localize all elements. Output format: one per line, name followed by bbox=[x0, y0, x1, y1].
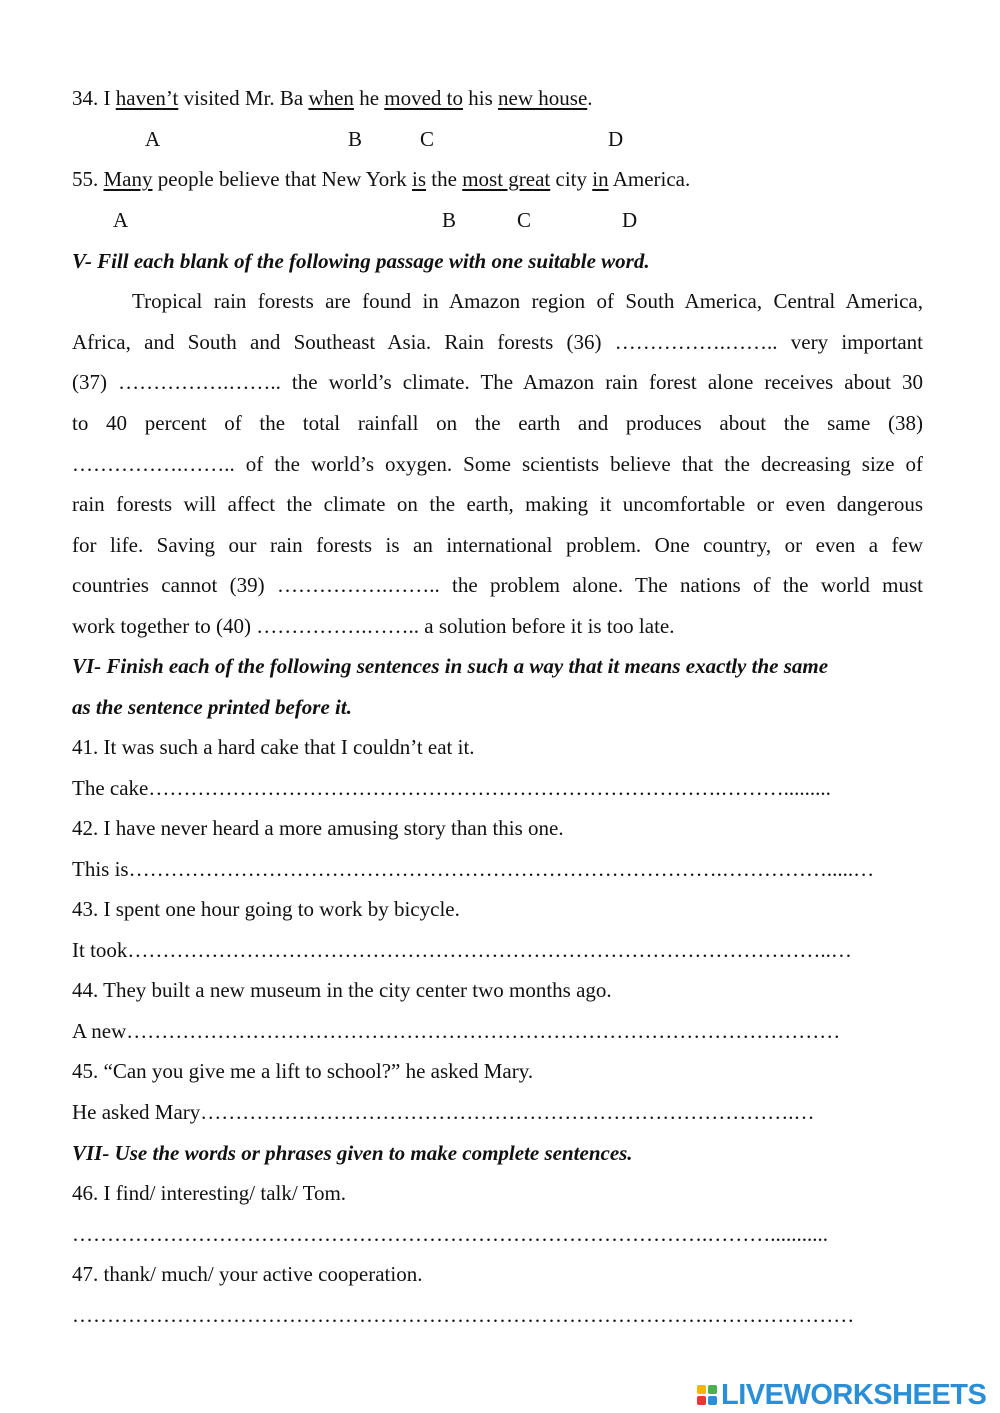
section-6-heading-cont: as the sentence printed before it. bbox=[72, 695, 352, 719]
option-b-text: when bbox=[308, 86, 354, 110]
answer-line-42[interactable]: This is………………………………………………………………………….…………….....… bbox=[72, 857, 875, 881]
question-47: 47. thank/ much/ your active cooperation. bbox=[72, 1262, 423, 1286]
question-41: 41. It was such a hard cake that I couldn’t eat it. bbox=[72, 735, 475, 759]
watermark-text: LIVEWORKSHEETS bbox=[721, 1378, 987, 1411]
answer-line-44[interactable]: A new………………………………………………………………………………………… bbox=[72, 1019, 841, 1043]
option-d-text: in bbox=[592, 167, 609, 191]
liveworksheets-logo-icon bbox=[697, 1382, 719, 1408]
option-label-a: A bbox=[145, 127, 161, 151]
question-42: 42. I have never heard a more amusing story than this one. bbox=[72, 816, 564, 840]
section-6-heading: VI- Finish each of the following sentences in such a way that it means exactly the same bbox=[72, 654, 829, 678]
option-label-d: D bbox=[622, 208, 638, 232]
passage-line: to 40 percent of the total rainfall on the earth and produces about the same (38) bbox=[72, 411, 923, 435]
option-label-c: C bbox=[517, 208, 532, 232]
section-7-heading: VII- Use the words or phrases given to make complete sentences. bbox=[72, 1141, 633, 1165]
option-b-text: is bbox=[412, 167, 427, 191]
passage-line: rain forests will affect the climate on the earth, making it uncomfortable or even dangerous bbox=[72, 492, 923, 516]
answer-line-45[interactable]: He asked Mary………………………………………………………………………….… bbox=[72, 1100, 815, 1124]
option-label-b: B bbox=[348, 127, 363, 151]
liveworksheets-watermark bbox=[697, 1378, 986, 1412]
answer-line-43[interactable]: It took………………………………………………………………………………………..… bbox=[72, 938, 852, 962]
passage-line: for life. Saving our rain forests is an international problem. One country, or even a few bbox=[72, 533, 923, 557]
question-45: 45. “Can you give me a lift to school?” he asked Mary. bbox=[72, 1059, 534, 1083]
answer-line-47[interactable]: ……………………………………………………………………………….………………… bbox=[72, 1303, 855, 1327]
passage-line: countries cannot (39) …………….…….. the problem alone. The nations of the world must bbox=[72, 573, 923, 597]
option-c-text: most great bbox=[462, 167, 551, 191]
answer-line-46[interactable]: ……………………………………………………………………………….………........... bbox=[72, 1222, 828, 1246]
answer-line-41[interactable]: The cake……………………………………………………………………….………......... bbox=[72, 776, 831, 800]
question-43: 43. I spent one hour going to work by bicycle. bbox=[72, 897, 460, 921]
option-label-b: B bbox=[442, 208, 457, 232]
section-5-heading: V- Fill each blank of the following passage with one suitable word. bbox=[72, 249, 650, 273]
question-44: 44. They built a new museum in the city center two months ago. bbox=[72, 978, 612, 1002]
passage-line: …………….…….. of the world’s oxygen. Some scientists believe that the decreasing size of bbox=[72, 452, 923, 476]
option-a-text: haven’t bbox=[115, 86, 179, 110]
option-label-c: C bbox=[420, 127, 435, 151]
option-label-d: D bbox=[608, 127, 624, 151]
passage-line: Tropical rain forests are found in Amazon region of South America, Central America, bbox=[132, 289, 923, 313]
question-46: 46. I find/ interesting/ talk/ Tom. bbox=[72, 1181, 347, 1205]
question-55: 55. Many people believe that New York is the most great city in America. bbox=[72, 167, 691, 191]
passage-line: work together to (40) …………….…….. a solution before it is too late. bbox=[72, 614, 675, 638]
option-c-text: moved to bbox=[384, 86, 464, 110]
option-a-text: Many bbox=[103, 167, 153, 191]
option-d-text: new house bbox=[498, 86, 588, 110]
option-label-a: A bbox=[113, 208, 129, 232]
question-34: 34. I haven’t visited Mr. Ba when he moved to his new house. bbox=[72, 86, 593, 110]
passage-line: (37) …………….…….. the world’s climate. The Amazon rain forest alone receives about 30 bbox=[72, 370, 923, 394]
passage-line: Africa, and South and Southeast Asia. Rain forests (36) …………….…….. very important bbox=[72, 330, 923, 354]
